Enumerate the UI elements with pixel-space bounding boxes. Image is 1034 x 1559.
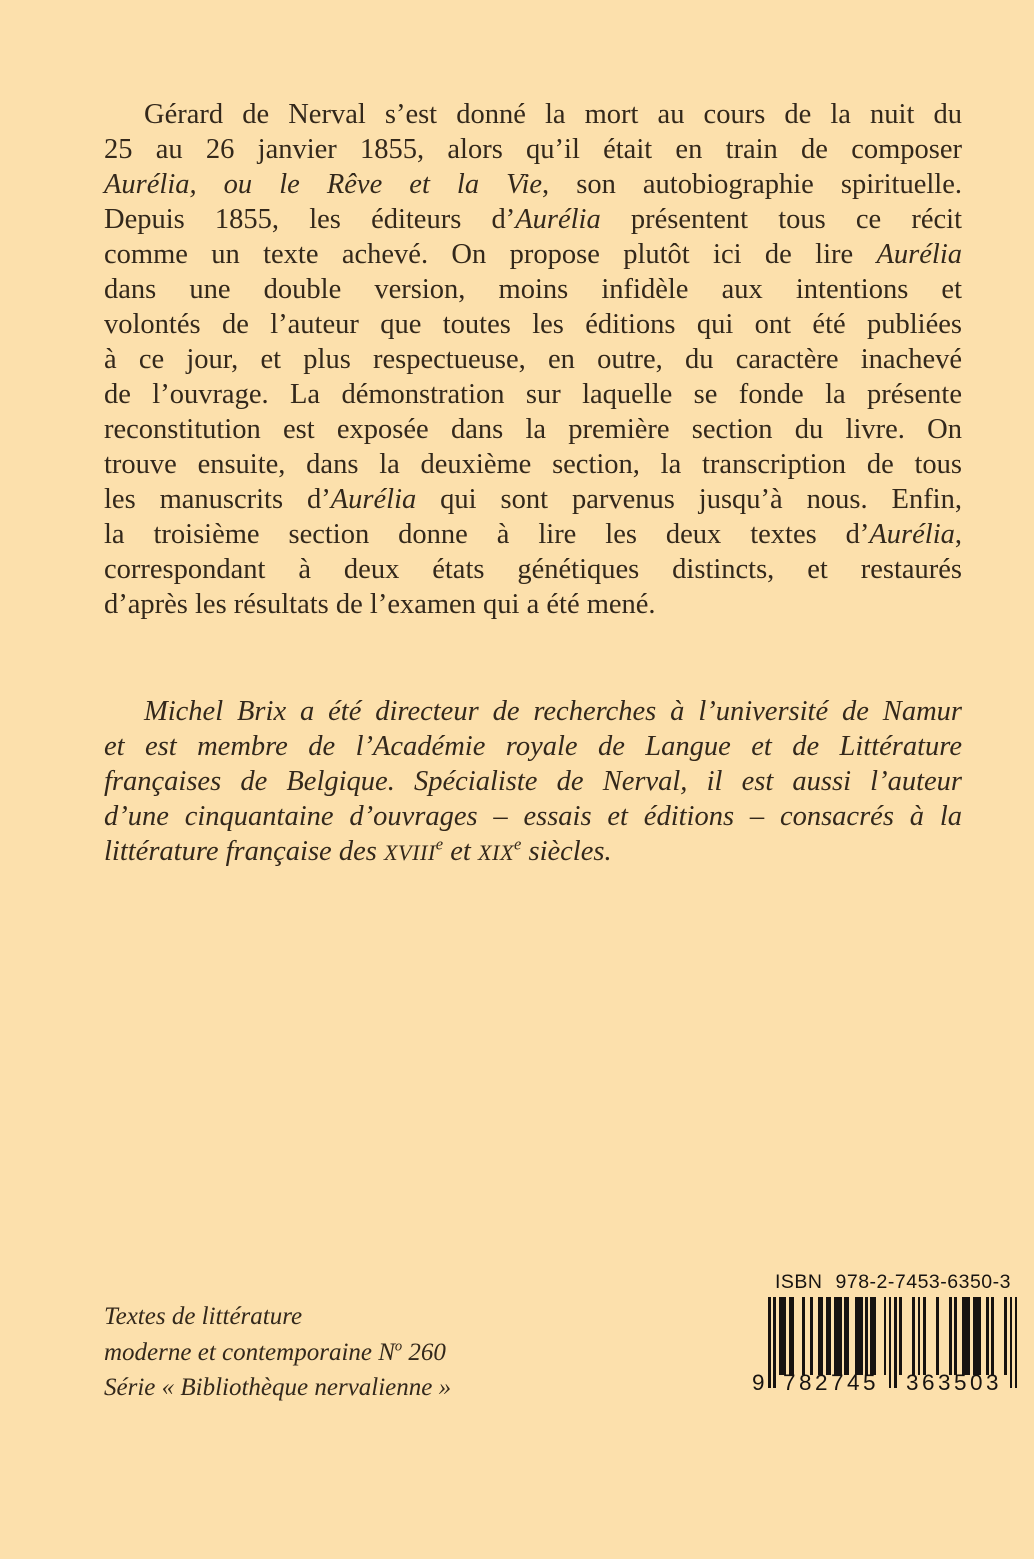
text-line: Aurélia, ou le Rêve et la Vie, son autobiographie spirituelle. — [104, 169, 962, 200]
ean-group-left: 782745 — [782, 1370, 880, 1395]
text-line: Michel Brix a été directeur de recherches à l’université de Namur — [144, 696, 962, 727]
text-line: Textes de littérature — [104, 1303, 303, 1330]
text-line: 25 au 26 janvier 1855, alors qu’il était en train de composer — [104, 134, 962, 165]
isbn-block — [752, 1271, 1022, 1399]
ean-prefix-digit: 9 — [752, 1370, 765, 1395]
text-line: d’une cinquantaine d’ouvrages – essais et éditions – consacrés à la — [104, 801, 962, 832]
text-line: la troisième section donne à lire les deux textes d’Aurélia, — [104, 519, 962, 550]
text-line: les manuscrits d’Aurélia qui sont parvenus jusqu’à nous. Enfin, — [104, 484, 962, 515]
text-line: moderne et contemporaine $N^o$ 260 — [104, 1338, 446, 1366]
text-line: Gérard de Nerval s’est donné la mort au cours de la nuit du — [144, 99, 962, 130]
text-line: Depuis 1855, les éditeurs d’Aurélia présentent tous ce récit — [104, 204, 962, 235]
text-line: Série « Bibliothèque nervalienne » — [104, 1374, 452, 1401]
isbn-text — [768, 1271, 1018, 1294]
text-line: littérature française des XVIIIe et XIXe siècles. — [104, 834, 612, 867]
text-line: d’après les résultats de l’examen qui a été mené. — [104, 589, 656, 620]
text-line: françaises de Belgique. Spécialiste de Nerval, il est aussi l’auteur — [104, 766, 962, 797]
synopsis-paragraph — [104, 97, 962, 622]
text-line: de l’ouvrage. La démonstration sur laquelle se fonde la présente — [104, 379, 962, 410]
series-info — [104, 1299, 624, 1406]
text-line: comme un texte achevé. On propose plutôt ici de lire Aurélia — [104, 239, 962, 270]
text-line: à ce jour, et plus respectueuse, en outre, du caractère inachevé — [104, 344, 962, 375]
text-line: trouve ensuite, dans la deuxième section, la transcription de tous — [104, 449, 962, 480]
text-line: et est membre de l’Académie royale de Langue et de Littérature — [104, 731, 962, 762]
text-line: reconstitution est exposée dans la première section du livre. On — [104, 414, 962, 445]
text-line: dans une double version, moins infidèle aux intentions et — [104, 274, 962, 305]
text-line: correspondant à deux états génétiques distincts, et restaurés — [104, 554, 962, 585]
barcode-module — [1015, 1297, 1018, 1388]
isbn-number: 978-2-7453-6350-3 — [835, 1271, 1011, 1293]
ean-group-right: 363503 — [905, 1370, 1003, 1395]
isbn-label: ISBN — [775, 1271, 823, 1293]
text-line: volontés de l’auteur que toutes les éditions qui ont été publiées — [104, 309, 962, 340]
author-bio-paragraph — [104, 694, 962, 870]
